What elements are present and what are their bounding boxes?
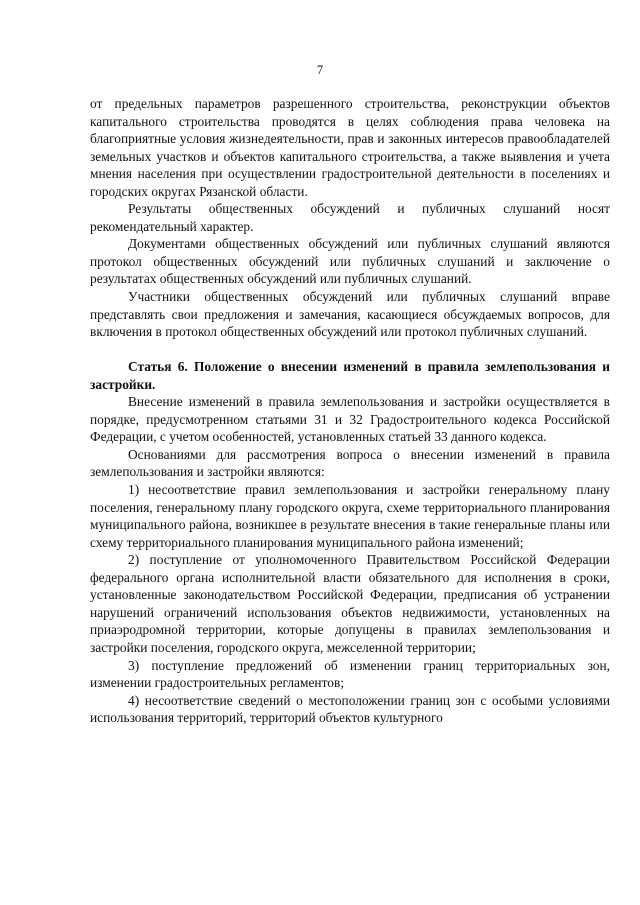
page-number: 7: [316, 63, 324, 77]
article-6-item-4: 4) несоответствие сведений о местоположении границ зон с особыми условиями использования территорий, территорий объектов культурного: [90, 692, 610, 726]
paragraph-hearing-documents: Документами общественных обсуждений или публичных слушаний являются протокол общественных обсуждений или публичных слушаний и заключение о результатах общественных обсуждений или публичных слушаний.: [90, 236, 610, 287]
paragraph-participants-rights: Участники общественных обсуждений или публичных слушаний вправе представлять свои предложения и замечания, касающиеся обсуждаемых вопросов, для включения в протокол общественных обсуждений или протокол публичных слушаний.: [90, 289, 610, 340]
article-6-paragraph-grounds: Основаниями для рассмотрения вопроса о внесении изменений в правила землепользования и застройки являются:: [90, 446, 610, 480]
article-6-heading: Статья 6. Положение о внесении изменений в правила землепользования и застройки.: [90, 359, 610, 392]
paragraph-continuation: от предельных параметров разрешенного строительства, реконструкции объектов капитального строительства проводятся в целях соблюдения права человека на благоприятные условия жизнедеятельности, прав и законных интересов правообладателей земельных участков и объектов капитального строительства, а также выявления и учета мнения населения при осуществлении градостроительной деятельности в поселениях и городских округах Рязанской области.: [90, 96, 610, 199]
section-gap: [90, 341, 610, 359]
article-6-item-3: 3) поступление предложений об изменении границ территориальных зон, изменении градостроительных регламентов;: [90, 657, 610, 691]
article-6-paragraph-procedure: Внесение изменений в правила землепользования и застройки осуществляется в порядке, предусмотренном статьями 31 и 32 Градостроительного кодекса Российской Федерации, с учетом особенностей, установленных статьей 33 данного кодекса.: [90, 394, 610, 445]
document-body: [90, 95, 610, 727]
article-6-item-2: 2) поступление от уполномоченного Правительством Российской Федерации федерального органа исполнительной власти обязательного для исполнения в сроки, установленные законодательством Российской Федерации, предписания об устранении нарушений ограничений использования объектов недвижимости, установленных на приаэродромной территории, которые допущены в правилах землепользования и застройки поселения, городского округа, межселенной территории;: [90, 552, 610, 655]
paragraph-results-recommendatory: Результаты общественных обсуждений и публичных слушаний носят рекомендательный характер.: [90, 201, 610, 234]
article-6-item-1: 1) несоответствие правил землепользования и застройки генеральному плану поселения, генеральному плану городского округа, схеме территориального планирования муниципального района, возникшее в результате внесения в такие генеральные планы или схему территориального планирования муниципального района изменений;: [90, 482, 610, 550]
